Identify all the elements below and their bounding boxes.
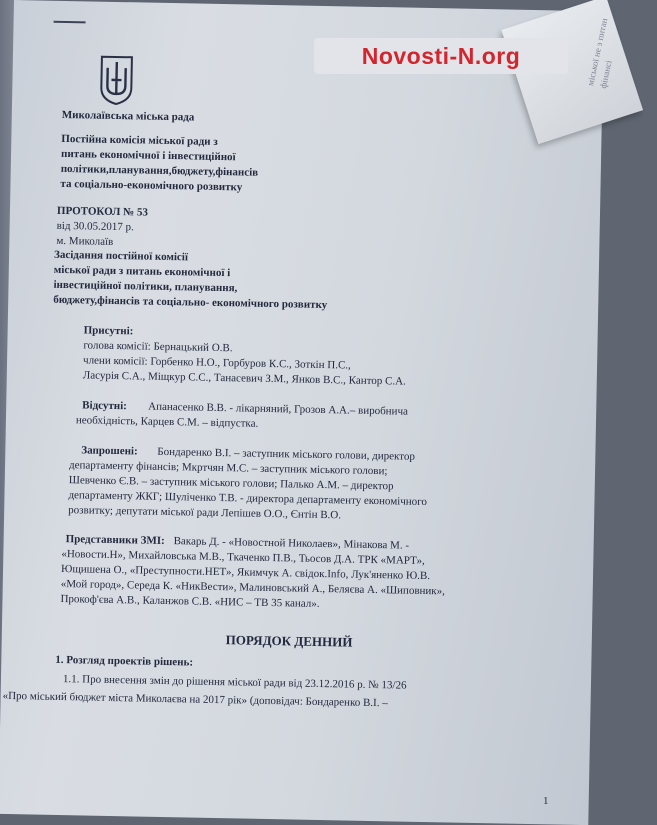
corner-fragment-text: міської не з питан фінансі bbox=[585, 17, 614, 90]
media-line-2: «Новости.Н», Михайловська М.В., Ткаченко П.В., Тьосов Д.А. ТРК «МАРТ», bbox=[61, 548, 425, 567]
commission-line-4: та соціально-економічного розвитку bbox=[60, 177, 243, 194]
invited-line-1: Бондаренко В.І. – заступник міського голови, директор bbox=[157, 445, 416, 463]
invited-line-4: департаменту ЖКГ; Шуліченко Т.В. - директора департаменту економічного bbox=[68, 489, 428, 509]
media-line-5: Прокоф'єва А.В., Каланжов С.В. «НИС – ТВ 35 канал». bbox=[60, 593, 320, 610]
present-label: Присутні: bbox=[83, 324, 134, 338]
invited-label: Запрошені: bbox=[81, 444, 138, 458]
media-label: Представники ЗМІ: bbox=[65, 533, 165, 547]
invited-line-2: департаменту фінансів; Мкртчян М.С. – заступник міського голови; bbox=[68, 459, 388, 478]
absent-label: Відсутні: bbox=[82, 399, 127, 413]
present-line-3: Ласурія С.А., Міщкур С.С., Танасевич З.М., Янков В.С., Кантор С.А. bbox=[82, 369, 406, 388]
agenda-title: ПОРЯДОК ДЕННИЙ bbox=[225, 632, 353, 650]
protocol-title: ПРОТОКОЛ № 53 bbox=[56, 204, 149, 219]
present-line-1: голова комісії: Бернацький О.В. bbox=[83, 339, 233, 355]
absent-line-1: Апанасенко В.В. - лікарняний, Грозов А.А.– виробнича bbox=[148, 400, 409, 418]
media-line-4: «Мой город», Середа К. «НикВести», Малиновський А., Беляєва А. «Шиповник», bbox=[60, 578, 446, 598]
agenda-sub-1-line-1: 1.1. Про внесення змін до рішення міської ради від 23.12.2016 р. № 13/26 bbox=[62, 673, 407, 692]
protocol-date: від 30.05.2017 р. bbox=[56, 219, 134, 234]
watermark-logo: Novosti-N.org bbox=[314, 38, 568, 74]
agenda-item-1: 1. Розгляд проектів рішень: bbox=[55, 653, 194, 669]
top-dash-mark bbox=[54, 21, 86, 24]
session-line-4: бюджету,фінансів та соціально- економічного розвитку bbox=[53, 293, 328, 312]
session-line-3: інвестиційної політики, планування, bbox=[53, 278, 238, 295]
council-name: Миколаївська міська рада bbox=[61, 108, 195, 124]
session-line-2: міської ради з питань економічної і bbox=[53, 263, 231, 280]
commission-line-2: питань економічної і інвестиційної bbox=[60, 147, 236, 164]
present-line-2: члени комісії: Горбенко Н.О., Горбуров К.С., Зоткін П.С., bbox=[82, 354, 351, 372]
media-line-3: Ющишена О., «Преступности.НЕТ», Якимчук А. свідок.Info, Лук'яненко Ю.В. bbox=[60, 563, 431, 583]
session-line-1: Засідання постійної комісії bbox=[54, 248, 189, 264]
absent-line-2: необхідність, Карцев С.М. – відпустка. bbox=[75, 414, 259, 430]
commission-line-1: Постійна комісія міської ради з bbox=[61, 132, 218, 148]
trident-emblem-icon bbox=[98, 54, 135, 107]
agenda-sub-1-line-2: «Про міський бюджет міста Миколаєва на 2017 рік» (доповідач: Бондаренко В.І. – bbox=[2, 689, 388, 710]
commission-line-3: політики,планування,бюджету,фінансів bbox=[60, 162, 259, 179]
invited-line-5: розвитку; депутати міської ради Лепішев О.О., Єнтін В.О. bbox=[68, 504, 342, 522]
media-line-1: Вакарь Д. - «Новостной Николаев», Мінакова М. - bbox=[173, 535, 410, 552]
page-number: 1 bbox=[543, 795, 549, 807]
invited-line-3: Шевченко Є.В. – заступник міського голови; Палько А.М. – директор bbox=[68, 474, 394, 493]
protocol-city: м. Миколаїв bbox=[56, 234, 114, 248]
